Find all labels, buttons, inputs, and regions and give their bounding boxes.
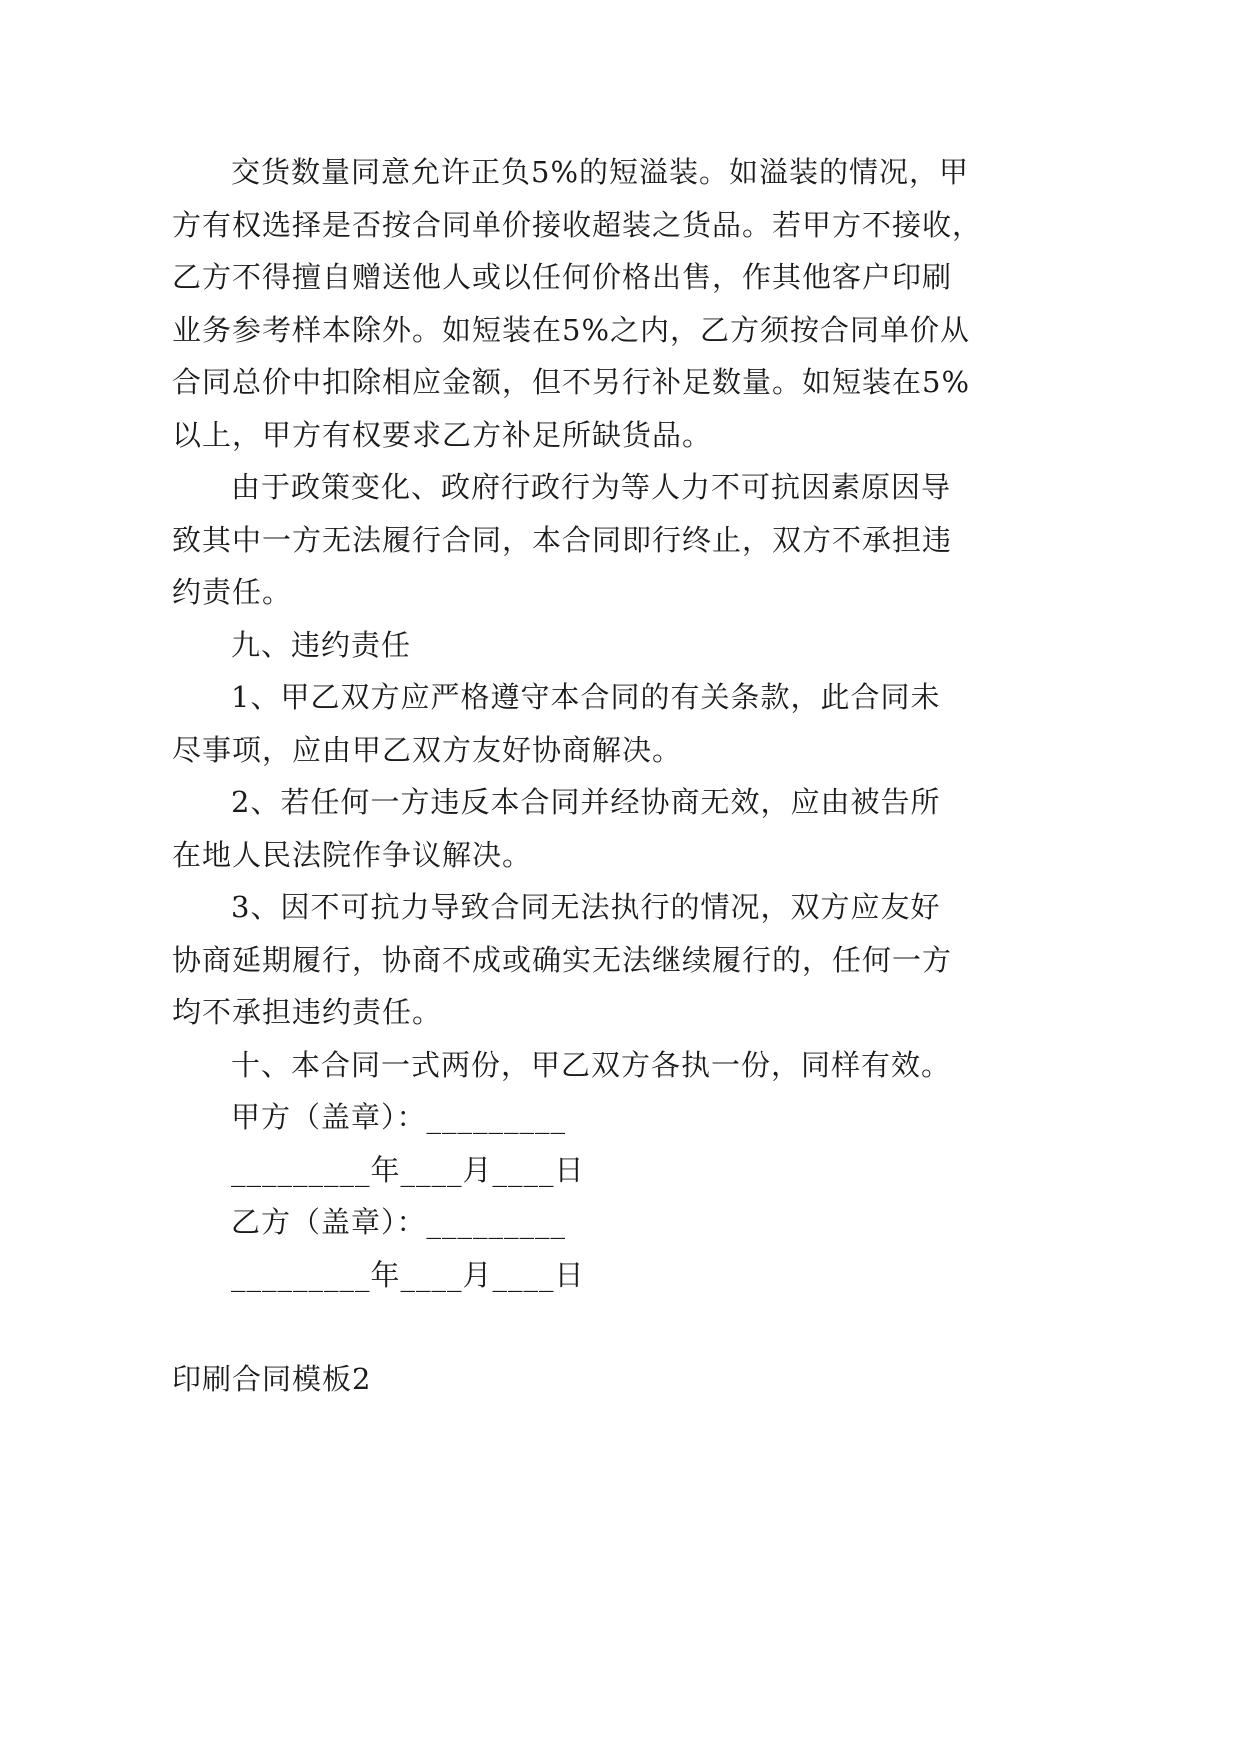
paragraph-line: 交货数量同意允许正负5%的短溢装。如溢装的情况，甲 <box>231 155 970 189</box>
paragraph-line: 方有权选择是否按合同单价接收超装之货品。若甲方不接收， <box>172 208 983 242</box>
paragraph-line: 以上，甲方有权要求乙方补足所缺货品。 <box>172 418 713 452</box>
paragraph-line: 乙方不得擅自赠送他人或以任何价格出售，作其他客户印刷 <box>172 260 953 294</box>
next-template-title: 印刷合同模板2 <box>172 1362 372 1396</box>
clause-line: 1、甲乙双方应严格遵守本合同的有关条款，此合同未 <box>231 680 941 714</box>
paragraph-line: 合同总价中扣除相应金额，但不另行补足数量。如短装在5% <box>172 365 971 399</box>
clause-line: 均不承担违约责任。 <box>172 995 443 1029</box>
paragraph-line: 致其中一方无法履行合同，本合同即行终止，双方不承担违 <box>172 523 953 557</box>
party-a-seal-line: 甲方（盖章）：_________ <box>231 1100 567 1134</box>
party-b-date-line: _________年____月____日 <box>231 1258 585 1292</box>
clause-line: 2、若任何一方违反本合同并经协商无效，应由被告所 <box>231 785 941 819</box>
clause-line: 3、因不可抗力导致合同无法执行的情况，双方应友好 <box>231 890 941 924</box>
party-b-seal-line: 乙方（盖章）：_________ <box>231 1205 567 1239</box>
paragraph-line: 由于政策变化、政府行政行为等人力不可抗因素原因导 <box>231 470 952 504</box>
clause-line: 十、本合同一式两份，甲乙双方各执一份，同样有效。 <box>231 1048 952 1082</box>
clause-line: 协商延期履行，协商不成或确实无法继续履行的，任何一方 <box>172 943 953 977</box>
clause-line: 尽事项，应由甲乙双方友好协商解决。 <box>172 733 683 767</box>
clause-line: 在地人民法院作争议解决。 <box>172 838 533 872</box>
paragraph-line: 业务参考样本除外。如短装在5%之内，乙方须按合同单价从 <box>172 313 971 347</box>
paragraph-line: 约责任。 <box>172 575 293 609</box>
party-a-date-line: _________年____月____日 <box>231 1153 585 1187</box>
section-heading: 九、违约责任 <box>231 628 412 662</box>
